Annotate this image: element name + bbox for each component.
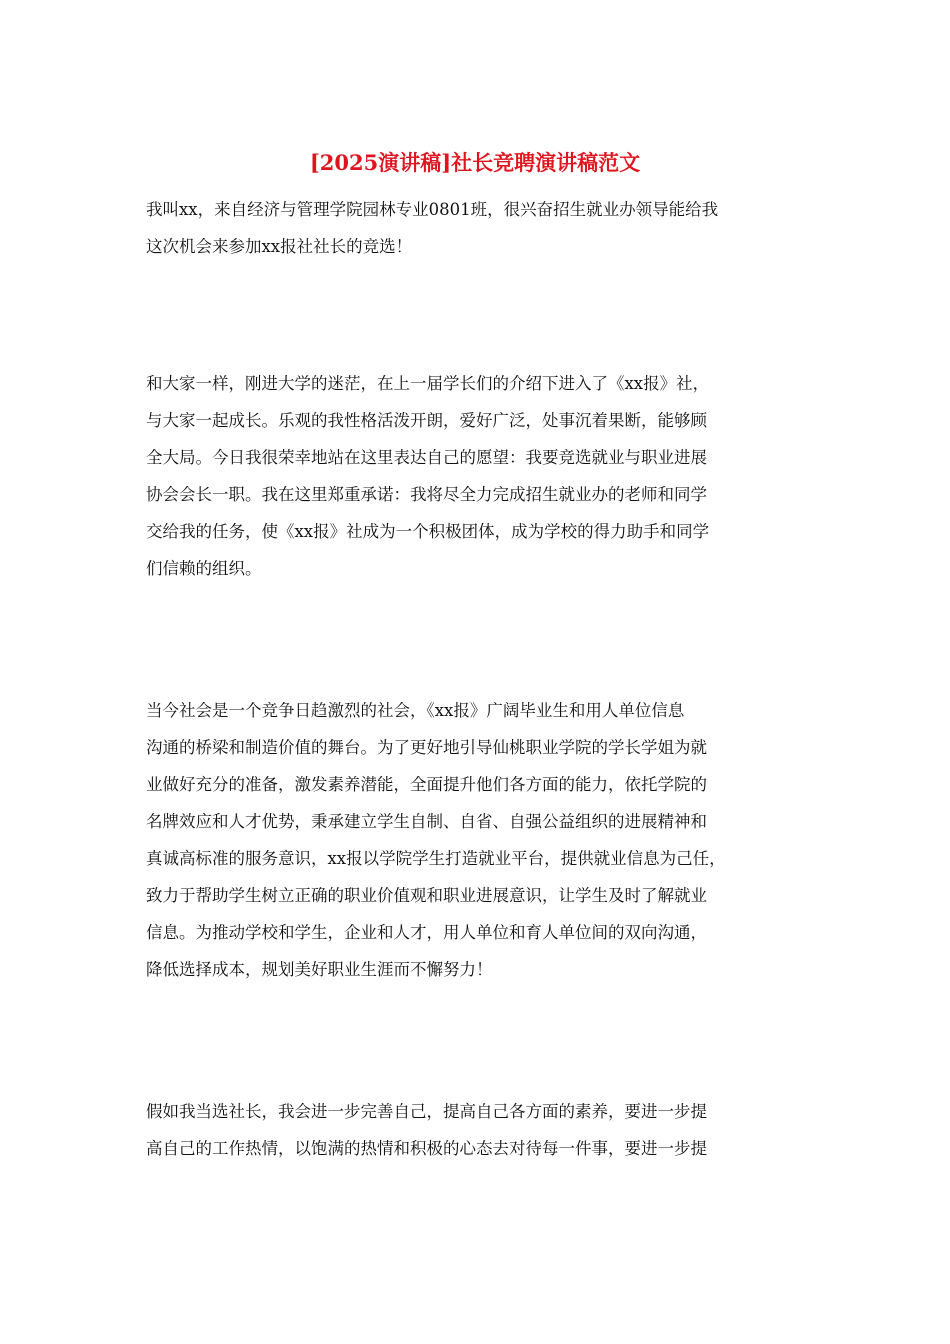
paragraph-line: 和大家一样，刚进大学的迷茫，在上一届学长们的介绍下进入了《xx报》社，	[146, 374, 710, 393]
paragraph-line: 们信赖的组织。	[146, 559, 262, 578]
paragraph-line: 全大局。今日我很荣幸地站在这里表达自己的愿望：我要竞选就业与职业进展	[146, 448, 707, 467]
paragraph-line: 当今社会是一个竞争日趋激烈的社会，《xx报》广阔毕业生和用人单位信息	[146, 701, 685, 720]
paragraph-line: 沟通的桥梁和制造价值的舞台。为了更好地引导仙桃职业学院的学长学姐为就	[146, 738, 707, 757]
paragraph-line: 降低选择成本，规划美好职业生涯而不懈努力！	[146, 960, 493, 979]
paragraph-line: 假如我当选社长，我会进一步完善自己，提高自己各方面的素养，要进一步提	[146, 1102, 707, 1121]
paragraph-line: 我叫xx，来自经济与管理学院园林专业0801班，很兴奋招生就业办领导能给我	[146, 200, 719, 219]
paragraph-line: 协会会长一职。我在这里郑重承诺：我将尽全力完成招生就业办的老师和同学	[146, 485, 707, 504]
paragraph-line: 交给我的任务，使《xx报》社成为一个积极团体，成为学校的得力助手和同学	[146, 522, 710, 541]
paragraph-line: 高自己的工作热情，以饱满的热情和积极的心态去对待每一件事，要进一步提	[146, 1139, 707, 1158]
document-title: [2025演讲稿]社长竞聘演讲稿范文	[309, 150, 641, 175]
paragraph-line: 真诚高标准的服务意识，xx报以学院学生打造就业平台，提供就业信息为己任，	[146, 849, 726, 868]
paragraph-line: 名牌效应和人才优势，秉承建立学生自制、自省、自强公益组织的进展精神和	[146, 812, 707, 831]
paragraph-line: 这次机会来参加xx报社社长的竞选！	[146, 237, 413, 256]
paragraph-line: 信息。为推动学校和学生，企业和人才，用人单位和育人单位间的双向沟通，	[146, 923, 707, 942]
paragraph-line: 与大家一起成长。乐观的我性格活泼开朗，爱好广泛，处事沉着果断，能够顾	[146, 411, 707, 430]
paragraph-line: 致力于帮助学生树立正确的职业价值观和职业进展意识，让学生及时了解就业	[146, 886, 707, 905]
paragraph-line: 业做好充分的准备，激发素养潜能，全面提升他们各方面的能力，依托学院的	[146, 775, 707, 794]
